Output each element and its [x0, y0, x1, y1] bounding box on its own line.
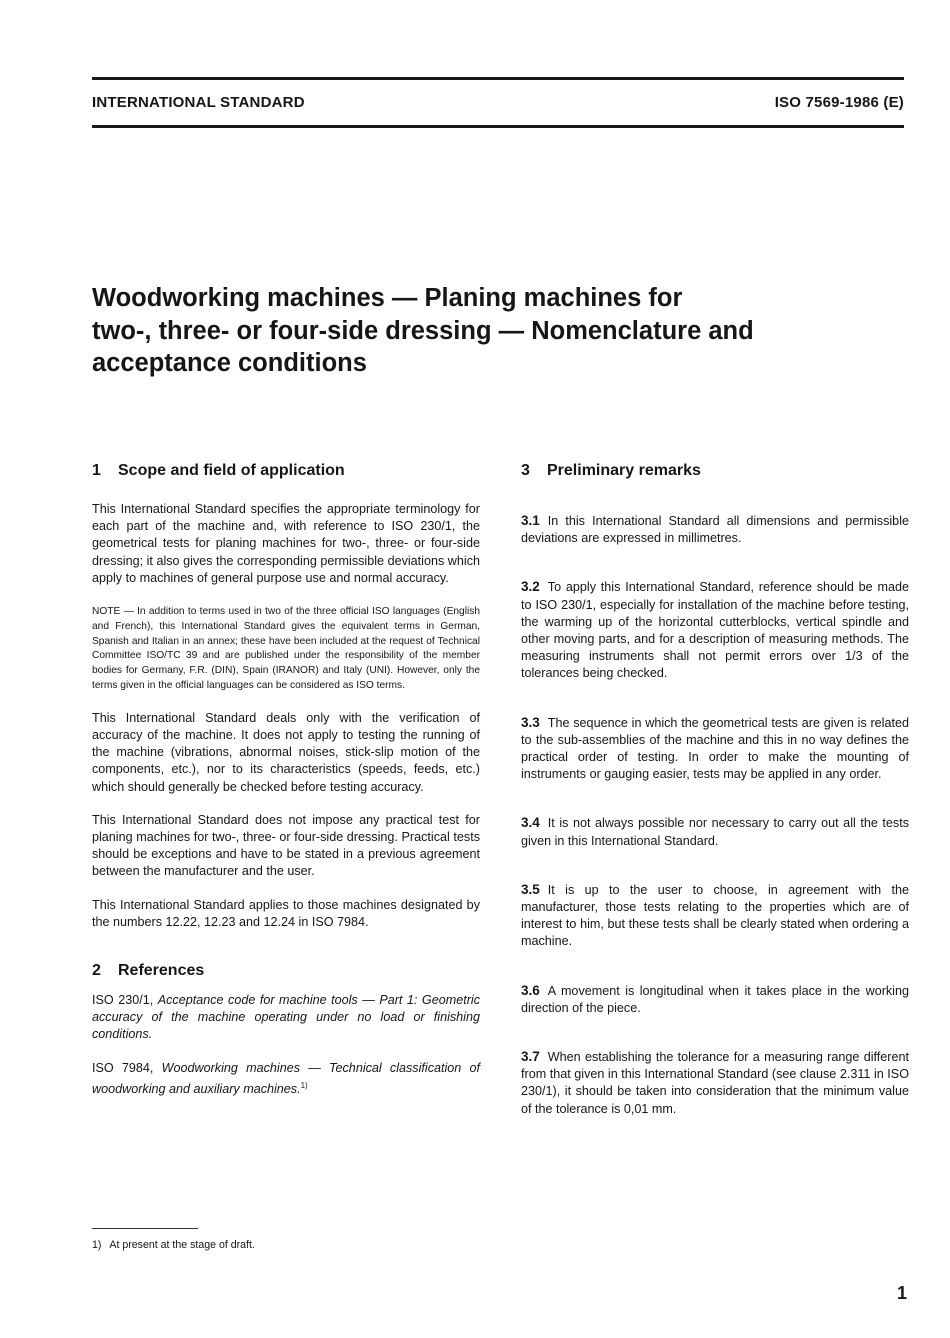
section-1-number: 1: [92, 462, 101, 479]
footnote-rule: [92, 1228, 198, 1229]
clause-text: It is not always possible nor necessary to carry out all the tests given in this International Standard.: [521, 816, 909, 848]
footnote: [92, 1238, 255, 1252]
clause-number: 3.3: [521, 714, 540, 730]
section-1-note: NOTE — In addition to terms used in two of the three official ISO languages (English and French), this International Standard gives the equivalent terms in German, Spanish and Italian in an annex; these have been included at the request of Technical Committee ISO/TC 39 and are published under the responsibility of the member bodies for Germany, F.R. (DIN), Spain (IRANOR) and Italy (UNI). However, only the terms given in the official languages can be considered as ISO terms.: [92, 606, 480, 691]
footnote-reference-mark: 1): [300, 1080, 308, 1090]
left-column: [92, 460, 480, 1098]
clause-text: The sequence in which the geometrical tests are given is related to the sub-assemblies of the machine and this in no way defines the practical order of testing. In order to make the mounting of instruments or gauging easier, tests may be applied in any order.: [521, 715, 909, 782]
clause-3-7: [521, 1048, 909, 1118]
section-1-paragraph-2: This International Standard deals only with the verification of accuracy of the machine. It does not apply to testing the running of the machine (vibrations, abnormal noises, stick-slip motion of the components, etc.), nor to its characteristics (speeds, feeds, etc.) which should generally be checked before testing accuracy.: [92, 710, 480, 794]
reference-2-title: Woodworking machines — Technical classification of woodworking and auxiliary machines.: [92, 1060, 480, 1097]
clause-number: 3.2: [521, 579, 540, 595]
page-number: 1: [896, 1283, 907, 1303]
reference-iso-7984: [92, 1060, 480, 1099]
section-2-number: 2: [92, 962, 101, 980]
header-bottom-rule: [92, 125, 904, 128]
document-title: [92, 282, 892, 380]
section-3-heading: [521, 460, 909, 482]
clause-text: When establishing the tolerance for a measuring range different from that given in this International Standard (see clause 2.311 in ISO 230/1), it should be taken into consideration that the minimum value of the tolerance is 0,01 mm.: [521, 1050, 909, 1116]
reference-2-code: ISO 7984,: [92, 1060, 154, 1075]
clause-number: 3.5: [521, 881, 540, 897]
section-2-heading: [92, 960, 480, 982]
section-1-heading: [92, 460, 480, 482]
clause-number: 3.4: [521, 815, 540, 831]
clause-text: To apply this International Standard, reference should be made to ISO 230/1, especially for installation of the machine before testing, the warming up of the horizontal cutterblocks, vertical spindle and other moving parts, and for a description of measuring methods. The measuring instruments shall not permit errors over 1/3 of the tolerances being checked.: [521, 580, 909, 681]
footnote-mark: 1): [92, 1239, 102, 1251]
section-1-paragraph-3: This International Standard does not impose any practical test for planing machines for two-, three- or four-side dressing. Practical tests should be exceptions and have to be stated in a previous agreement between the manufacturer and the user.: [92, 812, 480, 879]
title-line-2: two-, three- or four-side dressing — Nomenclature and: [92, 316, 754, 345]
clause-number: 3.6: [521, 982, 540, 998]
clause-number: 3.1: [521, 513, 540, 528]
header-top-rule: [92, 77, 904, 80]
clause-3-2: [521, 578, 909, 682]
header-standard-number: ISO 7569-1986 (E): [774, 94, 904, 111]
clause-text: It is up to the user to choose, in agreement with the manufacturer, those tests relating to the properties which are of interest to him, but these tests shall be clearly stated when ordering a machine.: [521, 882, 909, 949]
clause-3-3: [521, 714, 909, 784]
title-line-1: Woodworking machines — Planing machines for: [92, 284, 683, 312]
reference-1-title: Acceptance code for machine tools — Part 1: Geometric accuracy of the machine operating under no load or finishing conditions.: [92, 993, 480, 1042]
clause-3-6: [521, 982, 909, 1017]
clause-3-4: [521, 814, 909, 849]
reference-1-code: ISO 230/1,: [92, 993, 154, 1008]
header-document-type: INTERNATIONAL STANDARD: [92, 94, 305, 111]
clause-3-5: [521, 881, 909, 951]
title-line-3: acceptance conditions: [92, 349, 367, 377]
clause-3-1: [521, 512, 909, 547]
section-2-title: References: [118, 962, 205, 980]
reference-iso-230-1: [92, 992, 480, 1044]
clause-number: 3.7: [521, 1049, 540, 1065]
section-3-number: 3: [521, 462, 530, 479]
section-3-title: Preliminary remarks: [547, 462, 701, 479]
clause-text: In this International Standard all dimensions and permissible deviations are expressed in millimetres.: [521, 514, 909, 546]
section-1-title: Scope and field of application: [118, 462, 345, 479]
right-column: [521, 460, 909, 1118]
clause-text: A movement is longitudinal when it takes place in the working direction of the piece.: [521, 983, 909, 1015]
section-1-paragraph-1: This International Standard specifies the appropriate terminology for each part of the machine and, with reference to ISO 230/1, the geometrical tests for planing machines for two-, three- or four-side dressing; it also gives the corresponding permissible deviations which apply to machines of general purpose use and normal accuracy.: [92, 502, 480, 585]
footnote-text: At present at the stage of draft.: [109, 1239, 255, 1251]
section-1-paragraph-4: This International Standard applies to those machines designated by the numbers 12.22, 12.23 and 12.24 in ISO 7984.: [92, 897, 480, 929]
